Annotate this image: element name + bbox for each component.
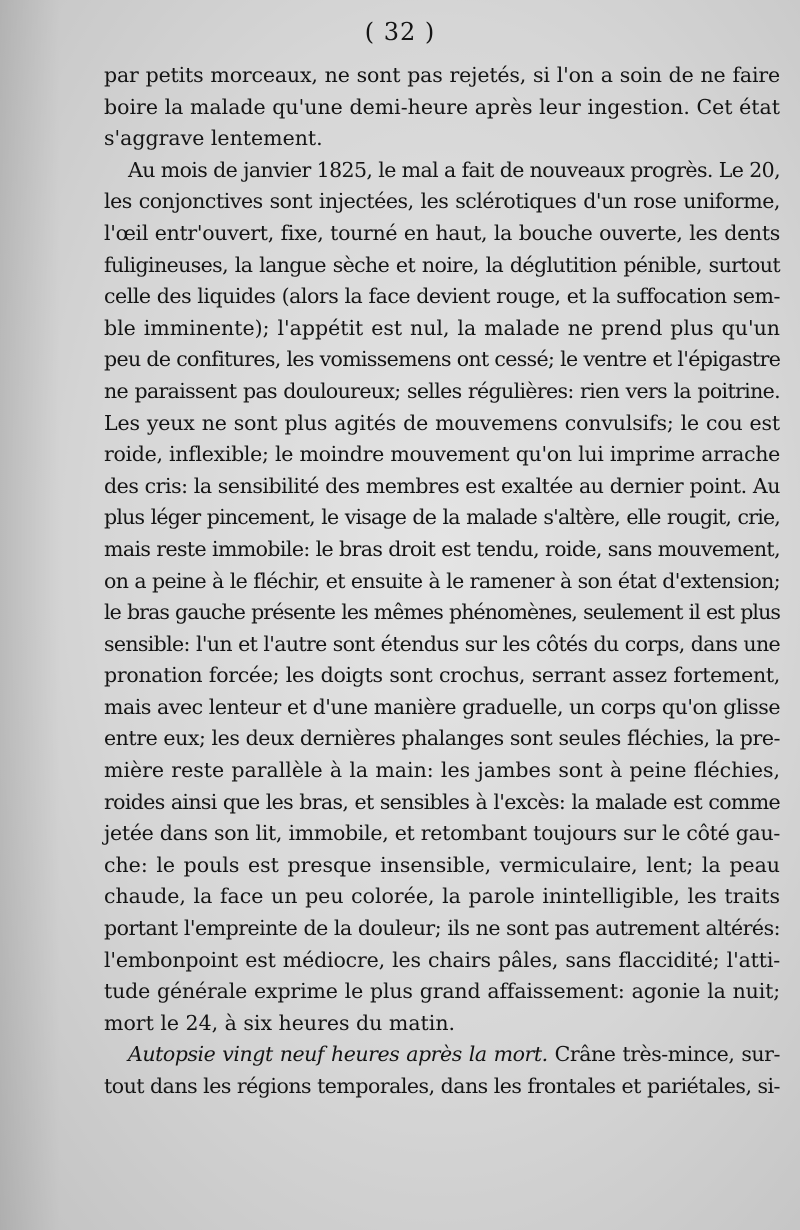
text-line: roide, inflexible; le moindre mouvement qu'on lui imprime arrache [104,442,780,467]
text-line: che: le pouls est presque insensible, vermiculaire, lent; la peau [104,852,780,877]
text-line: l'œil entr'ouvert, fixe, tourné en haut, la bouche ouverte, les dents [104,220,780,245]
text-line: entre eux; les deux dernières phalanges sont seules fléchies, la pre- [104,726,780,751]
text-line: on a peine à le fléchir, et ensuite à le ramener à son état d'extension; [104,568,780,593]
text-line: tude générale exprime le plus grand affaissement: agonie la nuit; [104,979,780,1004]
text-line: le bras gauche présente les mêmes phénomènes, seulement il est plus [104,600,780,625]
text-line: par petits morceaux, ne sont pas rejetés, si l'on a soin de ne faire [104,63,780,87]
text-line: Au mois de janvier 1825, le mal a fait de nouveaux progrès. Le 20, [128,157,780,182]
text-line [104,1039,780,1071]
text-line: ne paraissent pas douloureux; selles régulières: rien vers la poitrine. [104,378,780,403]
paragraph [104,60,780,155]
text-line: s'aggrave lentement. [104,126,323,151]
text-line: tout dans les régions temporales, dans les frontales et pariétales, si- [104,1074,780,1098]
text-line: portant l'empreinte de la douleur; ils ne sont pas autrement altérés: [104,916,780,941]
text-line: mière reste parallèle à la main: les jambes sont à peine fléchies, [104,758,780,783]
text-line: ble imminente); l'appétit est nul, la malade ne prend plus qu'un [104,315,780,340]
text-line: Les yeux ne sont plus agités de mouvemens convulsifs; le cou est [104,410,780,435]
body-text [104,60,780,1103]
text-line: fuligineuses, la langue sèche et noire, la déglutition pénible, surtout [104,252,780,277]
text-line: l'embonpoint est médiocre, les chairs pâles, sans flaccidité; l'atti- [104,947,780,972]
text-line: celle des liquides (alors la face devient rouge, et la suffocation sem- [104,284,780,309]
text-line: plus léger pincement, le visage de la malade s'altère, elle rougit, crie, [104,505,780,530]
section-lead: Autopsie vingt neuf heures après la mort. [128,1042,548,1067]
paragraph [104,155,780,1040]
text-line: boire la malade qu'une demi-heure après leur ingestion. Cet état [104,94,780,119]
text-line: roides ainsi que les bras, et sensibles à l'excès: la malade est comme [104,789,780,814]
text-line: les conjonctives sont injectées, les sclérotiques d'un rose uniforme, [104,189,780,214]
page-number: ( 32 ) [364,18,436,46]
text-line: mais avec lenteur et d'une manière graduelle, un corps qu'on glisse [104,694,780,719]
text-run: Crâne très-mince, sur- [547,1042,780,1067]
text-line: peu de confitures, les vomissemens ont cessé; le ventre et l'épigastre [104,347,781,372]
text-line: mort le 24, à six heures du matin. [104,1010,456,1035]
text-line: pronation forcée; les doigts sont crochus, serrant assez fortement, [104,663,780,688]
text-line: jetée dans son lit, immobile, et retombant toujours sur le côté gau- [104,821,780,846]
paragraph [104,1039,780,1102]
text-line: sensible: l'un et l'autre sont étendus sur les côtés du corps, dans une [104,631,780,656]
text-line: des cris: la sensibilité des membres est exaltée au dernier point. Au [104,473,780,498]
text-line: mais reste immobile: le bras droit est tendu, roide, sans mouvement, [104,536,780,561]
text-line: chaude, la face un peu colorée, la parole inintelligible, les traits [104,884,780,909]
